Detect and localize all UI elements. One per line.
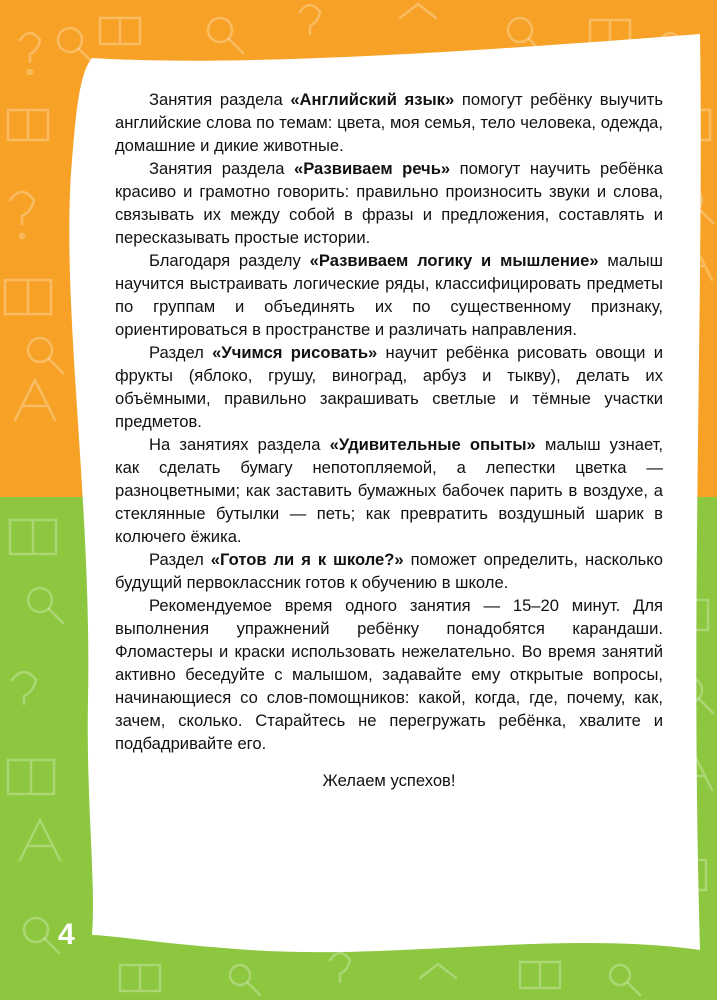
paragraph-speech [115,157,663,249]
section-title: «Развиваем логику и мышление» [309,251,599,270]
paragraph-text: Раздел [149,343,213,362]
paragraph-recommendations [115,594,663,755]
section-title: «Готов ли я к школе?» [210,550,404,569]
paragraph-text: малыш научится выстраивать логические ряды, классифицировать предметы по группам и объединять их по существенному признаку, ориентироваться в пространстве и различать направления. [115,251,663,339]
paragraph-text: Рекомендуемое время одного занятия — 15–20 минут. Для выполнения упражнений ребёнку понадобятся карандаши. Фломастеры и краски использовать нежелательно. Во время занятий активно беседуйте с малышом, задавайте ему открытые вопросы, начинающиеся со слов-помощников: какой, когда, где, почему, как, зачем, сколько. Старайтесь не перегружать ребёнка, хвалите и подбадривайте его. [115,596,663,753]
paragraph-text: научит ребёнка рисовать овощи и фрукты (яблоко, грушу, виноград, арбуз и тыкву), делать их объёмными, правильно закрашивать светлые и тёмные участки предметов. [115,343,663,431]
paragraph-text: Занятия раздела [149,90,291,109]
paragraph-text: малыш узнает, как сделать бумагу непотопляемой, а лепестки цветка — разноцветными; как заставить бумажных бабочек парить в воздухе, а стеклянные бутылки — петь; как превратить воздушный шарик в колючего ёжика. [115,435,664,546]
section-title: «Развиваем речь» [293,159,451,178]
page-number: 4 [58,918,75,951]
paragraph-drawing [115,341,663,433]
closing-wish: Желаем успехов! [322,771,456,790]
section-title: «Английский язык» [290,90,455,109]
paragraph-english [115,88,663,157]
paragraph-text: Раздел [149,550,211,569]
section-title: «Учимся рисовать» [212,343,378,362]
paragraph-text: Благодаря разделу [149,251,310,270]
paragraph-logic [115,249,663,341]
section-title: «Удивительные опыты» [329,435,536,454]
paragraph-text: На занятиях раздела [149,435,330,454]
paragraph-experiments [115,433,663,548]
paragraph-text: помогут научить ребёнка красиво и грамотно говорить: правильно произносить звуки и слова, связывать их между собой в фразы и предложения, составлять и пересказывать простые истории. [115,159,664,247]
paragraph-text: поможет определить, насколько будущий первоклассник готов к обучению в школе. [115,550,663,592]
intro-text [115,88,663,792]
paragraph-school [115,548,663,594]
paragraph-text: Занятия раздела [149,159,294,178]
paragraph-text: помогут ребёнку выучить английские слова по темам: цвета, моя семья, тело человека, одежда, домашние и дикие животные. [115,90,664,155]
